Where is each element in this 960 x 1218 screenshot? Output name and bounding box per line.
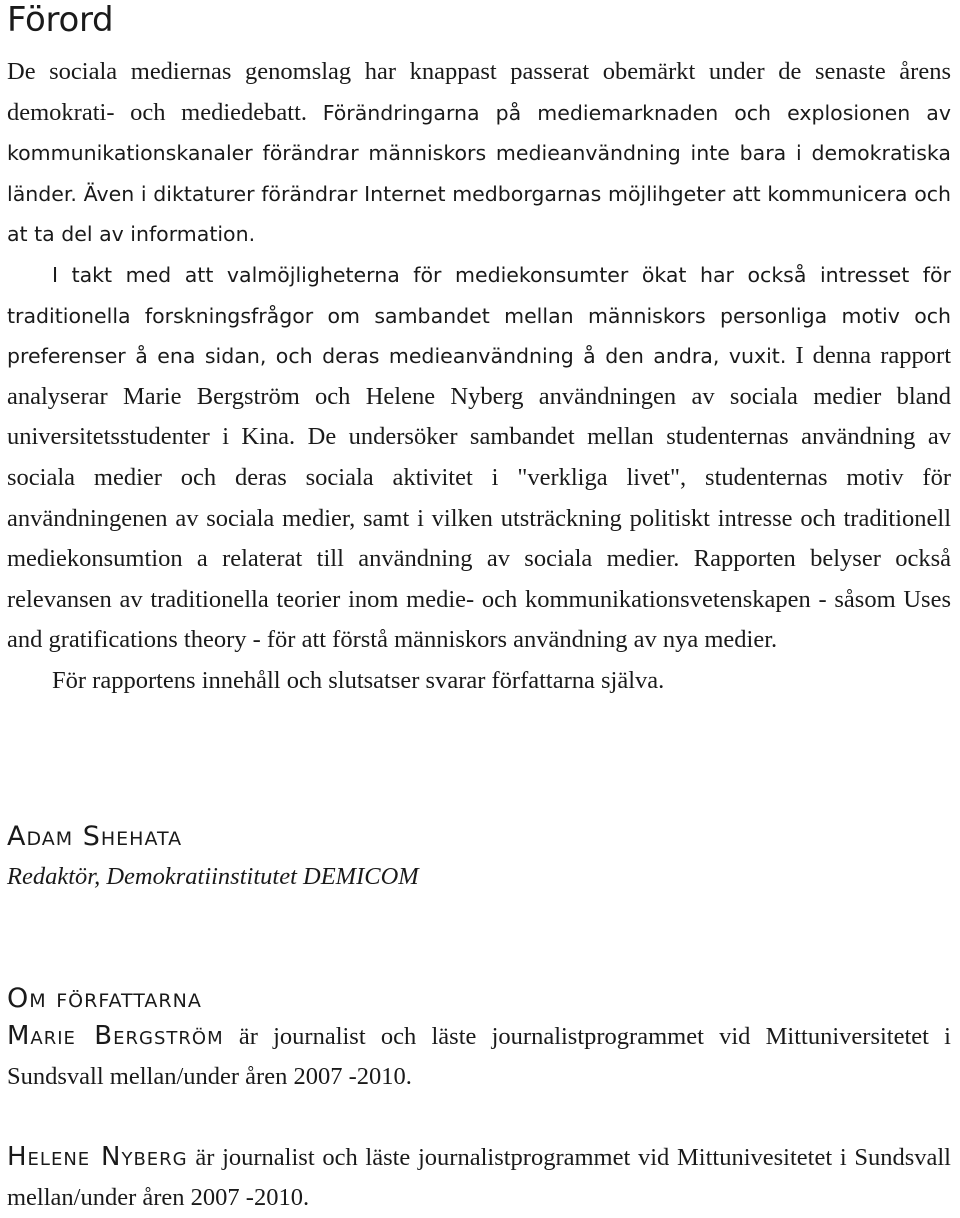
- signature-role: Redaktör, Demokratiinstitutet DEMICOM: [7, 863, 419, 890]
- paragraph-2-serif-text: I denna rapport analyserar Marie Bergström och Helene Nyberg användningen av sociala medier bland universitetsstudenter i Kina. De undersöker sambandet mellan studenternas användning av sociala medier och deras sociala aktivitet i "verkliga livet", studenternas motiv för användningenen av sociala medier, samt i vilken utsträckning politiskt intresse och traditionell mediekonsumtion a relaterat till användning av sociala medier. Rapporten belyser också relevansen av traditionella teorier inom medie- och kommunikationsvetenskapen - såsom Uses and gratifications theory - för att förstå människors användning av nya medier.: [7, 342, 952, 654]
- signature-name: Adam Shehata: [7, 821, 183, 852]
- paragraph-2-sans-text: I takt med att valmöjligheterna för mediekonsumter ökat har också intresset för traditionella forskningsfrågor om sambandet mellan människors personliga motiv och preferenser å ena sidan, och deras medieanvändning å den andra, vuxit.: [7, 262, 951, 369]
- about-authors-heading: Om författarna: [7, 983, 202, 1014]
- author-bio-1: [7, 1016, 951, 1097]
- author-name-1: Marie Bergström: [7, 1021, 224, 1051]
- about-authors-section: [7, 982, 951, 1218]
- author-bio-1-text: är journalist och läste journalistprogrammet vid Mittuniversitetet i Sundsvall mellan/under åren 2007 -2010.: [7, 1023, 951, 1090]
- paragraph-1: [7, 52, 951, 255]
- paragraph-3: För rapportens innehåll och slutsatser svarar författarna själva.: [52, 666, 665, 694]
- paragraph-2: [7, 255, 951, 661]
- author-bio-2-text: är journalist och läste journalistprogrammet vid Mittunivesitetet i Sundsvall mellan/under åren 2007 -2010.: [7, 1144, 951, 1211]
- page-title: Förord: [7, 0, 114, 40]
- paragraph-1-serif-text: De sociala mediernas genomslag har knappast passerat obemärkt under de senaste årens demokrati- och mediedebatt.: [7, 58, 951, 126]
- paragraph-1-sans-text: Förändringarna på mediemarknaden och explosionen av kommunikationskanaler förändrar människors medieanvändning inte bara i demokratiska länder. Även i diktaturer förändrar Internet medborgarnas möjlihgeter att kommunicera och at ta del av information.: [7, 100, 951, 247]
- signature-block: [7, 820, 419, 894]
- author-name-2: Helene Nyberg: [7, 1142, 188, 1172]
- author-bio-2: [7, 1137, 951, 1218]
